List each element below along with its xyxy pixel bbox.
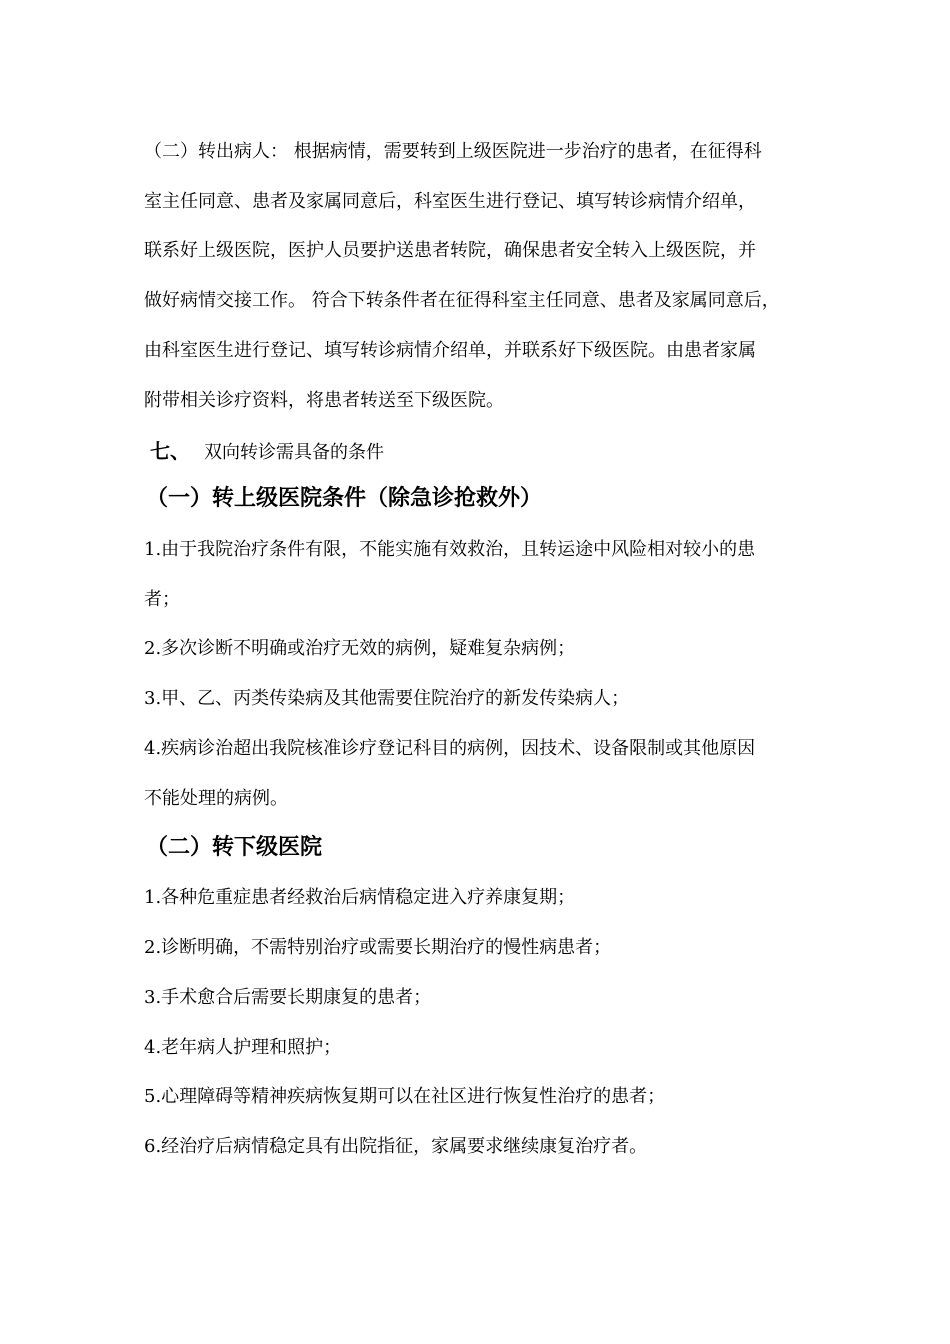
paragraph-line: （二）转出病人： 根据病情，需要转到上级医院进一步治疗的患者，在征得科	[144, 141, 762, 162]
list-item: 者；	[144, 589, 180, 610]
paragraph-line: 联系好上级医院，医护人员要护送患者转院，确保患者安全转入上级医院，并	[144, 240, 756, 261]
list-item: 1.各种危重症患者经救治后病情稳定进入疗养康复期；	[144, 887, 576, 908]
list-item: 3.甲、乙、丙类传染病及其他需要住院治疗的新发传染病人；	[144, 688, 630, 709]
list-item: 2.多次诊断不明确或治疗无效的病例，疑难复杂病例；	[144, 638, 576, 659]
section-number: 七、	[150, 439, 190, 463]
list-item: 2.诊断明确，不需特别治疗或需要长期治疗的慢性病患者；	[144, 937, 612, 958]
paragraph-line: 做好病情交接工作。 符合下转条件者在征得科室主任同意、患者及家属同意后，	[144, 290, 780, 311]
paragraph-line: 由科室医生进行登记、填写转诊病情介绍单，并联系好下级医院。由患者家属	[144, 340, 756, 361]
list-item: 4.疾病诊治超出我院核准诊疗登记科目的病例，因技术、设备限制或其他原因	[144, 738, 756, 759]
list-item: 4.老年病人护理和照护；	[144, 1037, 342, 1058]
sub-heading: （一）转上级医院条件（除急诊抢救外）	[146, 485, 543, 511]
list-item: 1.由于我院治疗条件有限，不能实施有效救治，且转运途中风险相对较小的患	[144, 539, 756, 560]
paragraph-line: 室主任同意、患者及家属同意后，科室医生进行登记、填写转诊病情介绍单，	[144, 191, 756, 212]
list-item: 6.经治疗后病情稳定具有出院指征，家属要求继续康复治疗者。	[144, 1136, 648, 1157]
section-title	[150, 438, 384, 466]
list-item: 不能处理的病例。	[144, 788, 288, 809]
list-item: 5.心理障碍等精神疾病恢复期可以在社区进行恢复性治疗的患者；	[144, 1086, 666, 1107]
sub-heading: （二）转下级医院	[146, 834, 323, 860]
paragraph-line: 附带相关诊疗资料，将患者转送至下级医院。	[144, 390, 504, 411]
section-title-text: 双向转诊需具备的条件	[204, 442, 384, 463]
list-item: 3.手术愈合后需要长期康复的患者；	[144, 987, 432, 1008]
